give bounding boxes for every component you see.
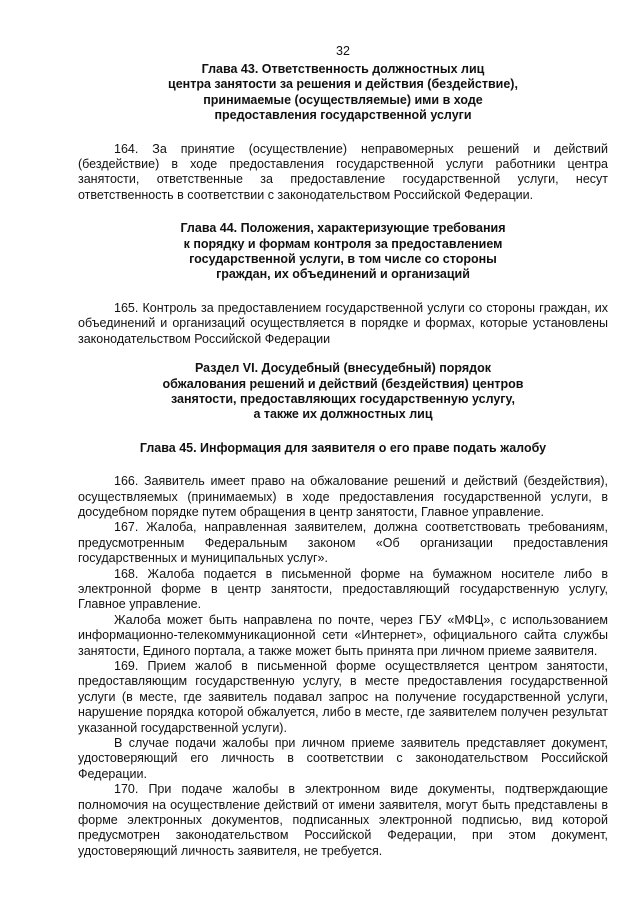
paragraph-164: 164. За принятие (осуществление) неправомерных решений и действий (бездействие) в ходе предоставления государственной услуги работники центра занятости, ответственные за предоставление государственной услуги, несут ответственность в соответствии с законодательством Российской Федерации. xyxy=(78,141,608,202)
chapter-43-heading xyxy=(78,62,608,124)
heading-line: граждан, их объединений и организаций xyxy=(216,267,470,282)
paragraph-167: 167. Жалоба, направленная заявителем, должна соответствовать требованиям, предусмотренным Федеральным законом «Об организации предоставления государственных и муниципальных услуг». xyxy=(78,520,608,566)
heading-line: к порядку и формам контроля за предоставлением xyxy=(183,236,503,251)
section-6-heading xyxy=(78,361,608,423)
paragraph-168-continued: Жалоба может быть направлена по почте, через ГБУ «МФЦ», с использованием информационно-телекоммуникационной сети «Интернет», официального сайта службы занятости, Единого портала, а также может быть принята при личном приеме заявителя. xyxy=(78,612,608,658)
chapter-44-heading xyxy=(78,221,608,283)
paragraph-169-continued: В случае подачи жалобы при личном приеме заявитель представляет документ, удостоверяющий его личность в соответствии с законодательством Российской Федерации. xyxy=(78,736,608,781)
heading-line: Глава 43. Ответственность должностных лиц xyxy=(201,62,485,76)
heading-line: обжалования решений и действий (бездействия) центров xyxy=(162,376,524,391)
paragraph-168: 168. Жалоба подается в письменной форме на бумажном носителе либо в электронной форме в центр занятости, предоставляющий государственную услугу, Главное управление. xyxy=(78,566,608,612)
heading-line: Глава 44. Положения, характеризующие требования xyxy=(180,221,506,236)
heading-line: Раздел VI. Досудебный (внесудебный) порядок xyxy=(194,361,492,376)
heading-line: Глава 45. Информация для заявителя о его праве подать жалобу xyxy=(139,440,547,455)
heading-line: занятости, предоставляющих государственную услугу, xyxy=(170,391,515,406)
paragraph-165: 165. Контроль за предоставлением государственной услуги со стороны граждан, их объединений и организаций осуществляется в порядке и формах, которые установлены законодательством Российской Федерации xyxy=(78,300,608,346)
heading-line: государственной услуги, в том числе со стороны xyxy=(189,252,497,267)
heading-line: центра занятости за решения и действия (бездействие), xyxy=(168,77,518,92)
heading-line: предоставления государственной услуги xyxy=(214,108,472,123)
paragraph-170: 170. При подаче жалобы в электронном виде документы, подтверждающие полномочия на осуществление действий от имени заявителя, могут быть представлены в форме электронных документов, подписанных электронной подписью, вид которой предусмотрен законодательством Российской Федерации, при этом документ, удостоверяющий личность заявителя, не требуется. xyxy=(78,782,608,858)
page-number: 32 xyxy=(336,44,350,58)
chapter-45-heading xyxy=(78,441,608,456)
paragraph-169: 169. Прием жалоб в письменной форме осуществляется центром занятости, предоставляющим государственную услугу, в месте предоставления государственной услуги (в месте, где заявитель подавал запрос на получение государственной услуги, нарушение порядка которой обжалуется, либо в месте, где заявителем получен результат указанной государственной услуги). xyxy=(78,659,608,735)
paragraph-166: 166. Заявитель имеет право на обжалование решений и действий (бездействия), осуществляемых (принимаемых) в ходе предоставления государственной услуги, в досудебном порядке путем обращения в центр занятости, Главное управление. xyxy=(78,474,608,519)
heading-line: принимаемые (осуществляемые) ими в ходе xyxy=(203,92,483,107)
heading-line: а также их должностных лиц xyxy=(253,407,433,422)
